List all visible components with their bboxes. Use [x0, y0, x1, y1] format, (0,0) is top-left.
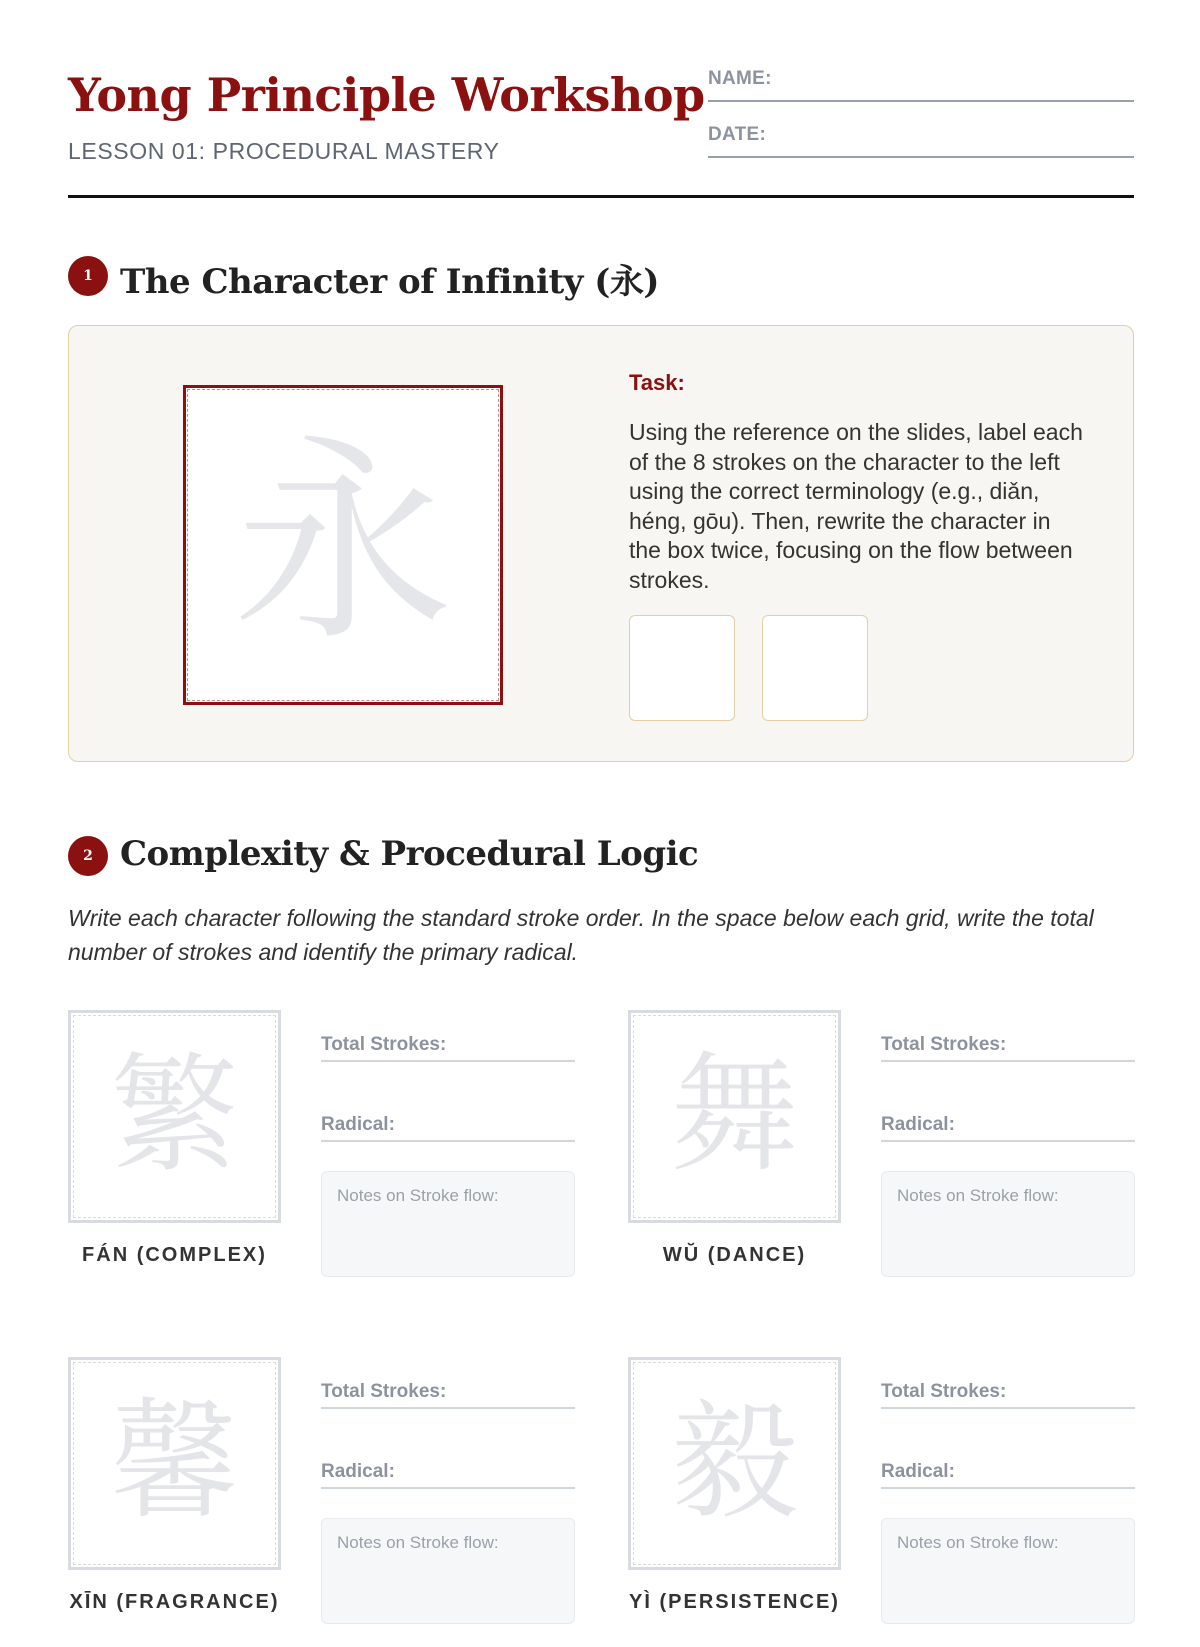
stroke-notes-field[interactable] [881, 1171, 1135, 1277]
pinyin-label: WŬ (DANCE) [662, 1244, 807, 1266]
section-2-instructions: Write each character following the standard stroke order. In the space below each grid, write the total number of strokes and identify the primary radical. [68, 905, 1094, 965]
section-1-number: 1 [68, 256, 108, 296]
radical-label: Radical: [321, 1114, 395, 1135]
yong-character: 永 [232, 415, 453, 671]
task-text: Using the reference on the slides, label each of the 8 strokes on the character to the left using the correct terminology (e.g., diǎn, héng, gōu). Then, rewrite the character in the box twice, focusing on the flow between strokes. [629, 419, 1083, 593]
writing-grid[interactable] [68, 1010, 281, 1223]
stroke-notes-field[interactable] [321, 1171, 575, 1277]
section-1-title: The Character of Infinity (永) [120, 262, 659, 302]
radical-label: Radical: [881, 1461, 955, 1482]
practice-item [68, 1010, 578, 1300]
date-field[interactable] [708, 116, 1134, 158]
lesson-subtitle: LESSON 01: PROCEDURAL MASTERY [68, 138, 500, 164]
practice-item [628, 1010, 1138, 1300]
writing-grid[interactable] [68, 1357, 281, 1570]
guide-character: 舞 [670, 1041, 799, 1190]
guide-character: 毅 [670, 1388, 799, 1537]
radical-label: Radical: [881, 1114, 955, 1135]
total-strokes-field[interactable] [881, 1379, 1135, 1409]
radical-label: Radical: [321, 1461, 395, 1482]
practice-box-1[interactable] [629, 615, 735, 721]
date-label: DATE: [708, 124, 767, 145]
total-strokes-field[interactable] [881, 1032, 1135, 1062]
guide-character: 繁 [110, 1041, 239, 1190]
notes-placeholder: Notes on Stroke flow: [337, 1186, 499, 1205]
radical-field[interactable] [881, 1459, 1135, 1489]
section-2-number: 2 [68, 836, 108, 876]
stroke-notes-field[interactable] [321, 1518, 575, 1624]
notes-placeholder: Notes on Stroke flow: [897, 1533, 1059, 1552]
total-strokes-field[interactable] [321, 1379, 575, 1409]
radical-field[interactable] [881, 1112, 1135, 1142]
total-strokes-label: Total Strokes: [321, 1034, 447, 1055]
total-strokes-field[interactable] [321, 1032, 575, 1062]
pinyin-label: YÌ (PERSISTENCE) [629, 1591, 840, 1613]
total-strokes-label: Total Strokes: [881, 1034, 1007, 1055]
worksheet-header [68, 60, 1134, 198]
task-label: Task: [629, 370, 685, 395]
practice-item [628, 1357, 1138, 1647]
total-strokes-label: Total Strokes: [321, 1381, 447, 1402]
pinyin-label: XĪN (FRAGRANCE) [69, 1591, 280, 1613]
stroke-notes-field[interactable] [881, 1518, 1135, 1624]
page-title: Yong Principle Workshop [68, 68, 705, 122]
yong-task-card [68, 325, 1134, 762]
yong-character-box[interactable] [183, 385, 503, 705]
total-strokes-label: Total Strokes: [881, 1381, 1007, 1402]
practice-box-2[interactable] [762, 615, 868, 721]
name-label: NAME: [708, 68, 772, 89]
writing-grid[interactable] [628, 1357, 841, 1570]
notes-placeholder: Notes on Stroke flow: [337, 1533, 499, 1552]
pinyin-label: FÁN (COMPLEX) [82, 1244, 267, 1266]
guide-character: 馨 [110, 1388, 239, 1537]
notes-placeholder: Notes on Stroke flow: [897, 1186, 1059, 1205]
practice-item [68, 1357, 578, 1647]
writing-grid[interactable] [628, 1010, 841, 1223]
radical-field[interactable] [321, 1112, 575, 1142]
section-2-title: Complexity & Procedural Logic [120, 834, 699, 874]
name-field[interactable] [708, 60, 1134, 102]
radical-field[interactable] [321, 1459, 575, 1489]
